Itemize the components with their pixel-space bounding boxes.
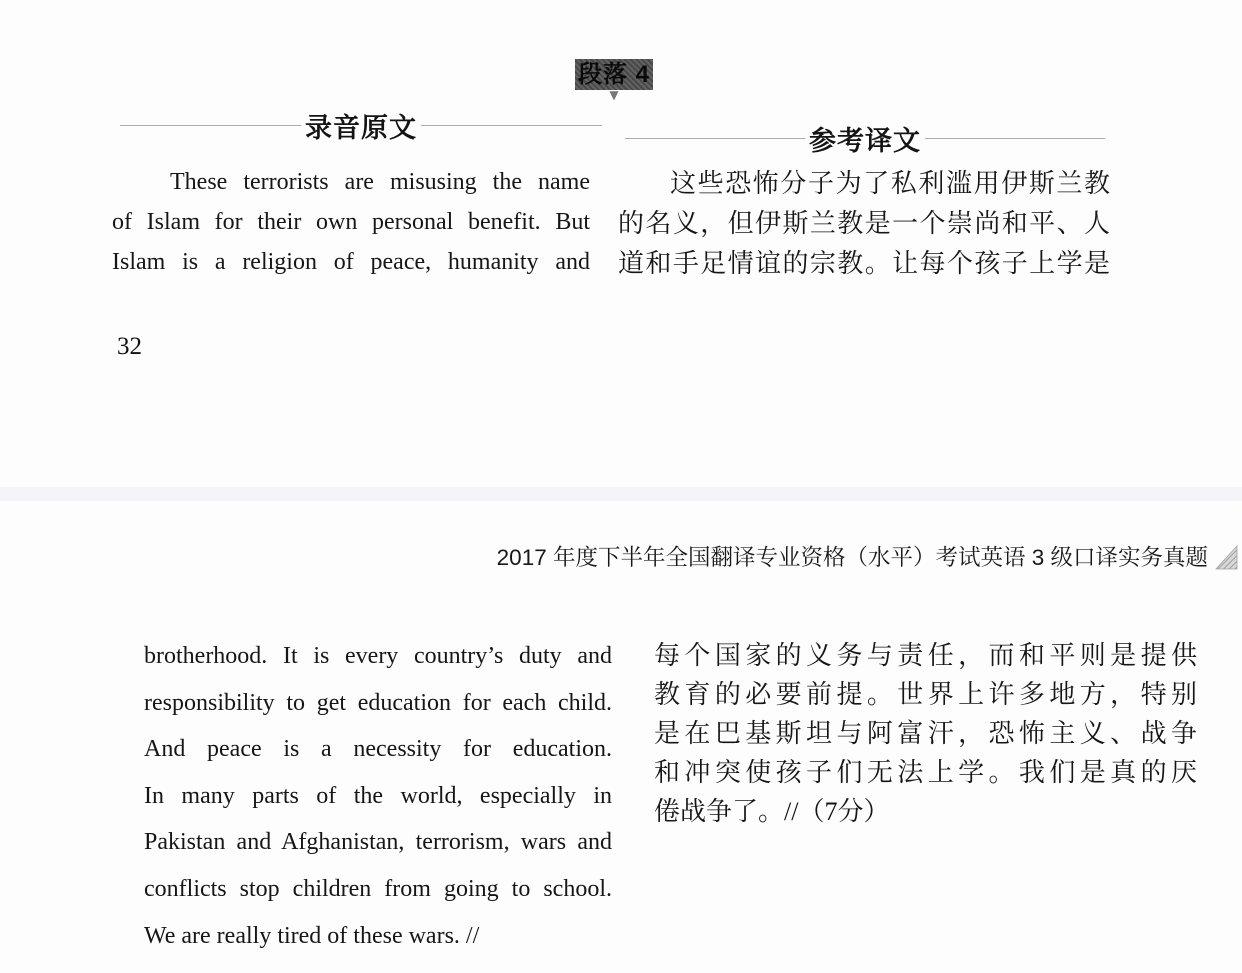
english-source-paragraph-bottom: [144, 633, 612, 959]
header-rule-right: [925, 138, 1105, 139]
text-line: In many parts of the world, especially in: [144, 782, 612, 809]
paragraph-badge: 段落 4: [575, 59, 653, 90]
text-line: And peace is a necessity for education.: [144, 736, 612, 763]
source-column-header: [120, 108, 602, 142]
chinese-translation-paragraph-bottom: [654, 636, 1197, 831]
page-corner-icon: [1215, 543, 1238, 570]
text-line: 倦战争了。//（7分）: [654, 797, 890, 826]
text-line: Pakistan and Afghanistan, terrorism, wars and: [144, 829, 612, 856]
text-line: 和冲突使孩子们无法上学。我们是真的厌: [654, 758, 1197, 787]
page-divider-band: [0, 487, 1242, 501]
chinese-translation-paragraph-top: [618, 164, 1110, 284]
header-rule-left: [625, 138, 805, 139]
text-line: These terrorists are misusing the name: [170, 169, 590, 195]
text-line: 是在巴基斯坦与阿富汗，恐怖主义、战争: [654, 719, 1197, 748]
running-header-title: 2017 年度下半年全国翻译专业资格（水平）考试英语 3 级口译实务真题: [496, 545, 1208, 570]
translation-column-header: [625, 121, 1105, 155]
header-rule-right: [421, 125, 602, 126]
text-line: 这些恐怖分子为了私利滥用伊斯兰教: [670, 169, 1110, 198]
text-line: 道和手足情谊的宗教。让每个孩子上学是: [618, 249, 1110, 278]
english-source-paragraph-top: [112, 162, 590, 282]
triangle-down-icon: ▼: [609, 88, 619, 102]
text-line: 教育的必要前提。世界上许多地方，特别: [654, 680, 1197, 709]
running-header: [497, 540, 1238, 572]
text-line: brotherhood. It is every country’s duty and: [144, 643, 612, 669]
text-line: We are really tired of these wars. //: [144, 922, 480, 949]
header-rule-left: [120, 125, 301, 126]
source-header-label: 录音原文: [305, 112, 417, 143]
text-line: 每个国家的义务与责任，而和平则是提供: [654, 641, 1197, 670]
text-line: conflicts stop children from going to school.: [144, 875, 612, 902]
translation-header-label: 参考译文: [809, 125, 921, 156]
text-line: of Islam for their own personal benefit. But: [112, 209, 590, 235]
text-line: responsibility to get education for each child.: [144, 689, 612, 716]
text-line: Islam is a religion of peace, humanity and: [112, 249, 590, 275]
text-line: 的名义，但伊斯兰教是一个崇尚和平、人: [618, 209, 1110, 238]
page-number: 32: [117, 333, 142, 360]
